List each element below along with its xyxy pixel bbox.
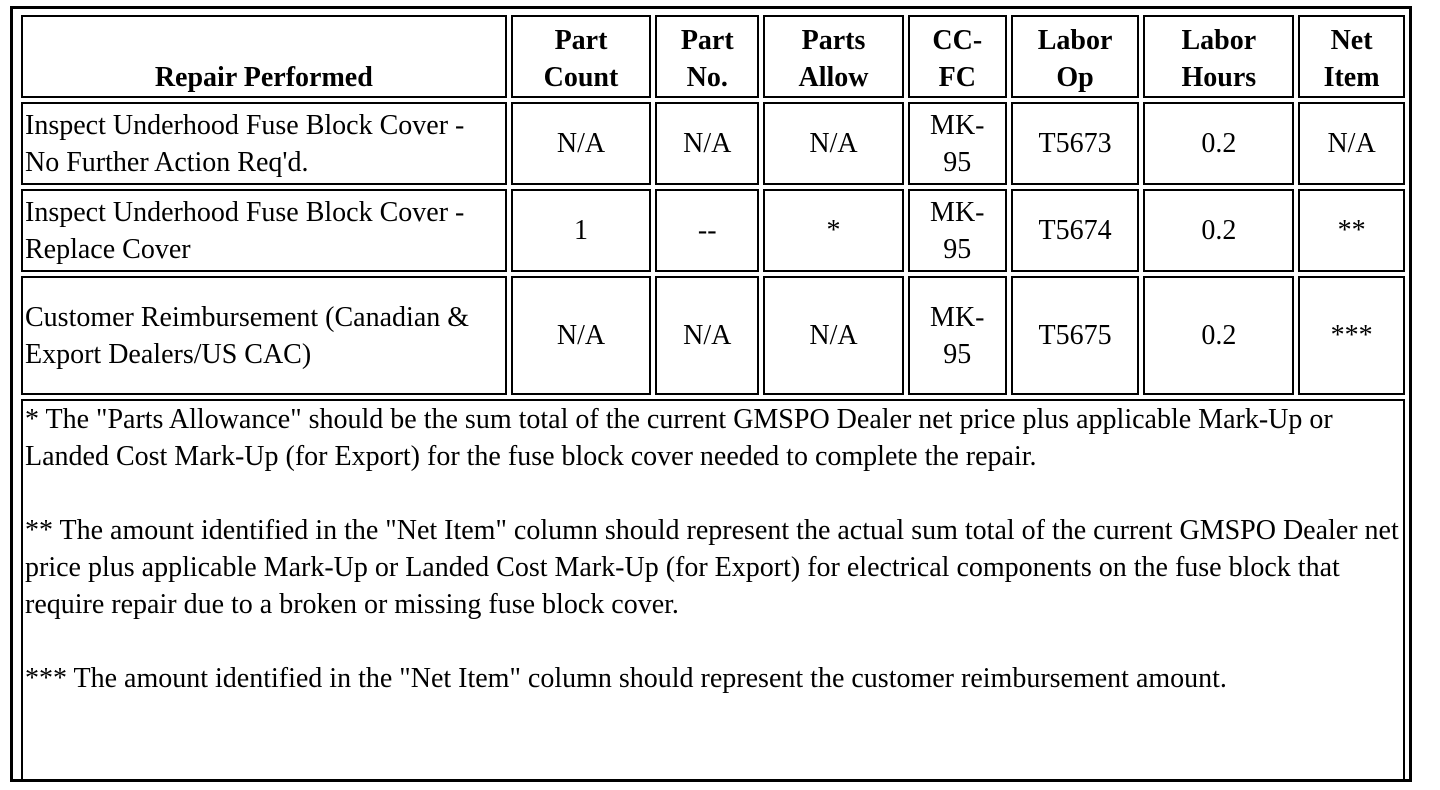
cc-fc-cell: MK- 95 xyxy=(908,189,1007,272)
repair-performed-cell: Customer Reimbursement (Canadian & Export Dealers/US CAC) xyxy=(21,276,507,395)
labor-op-cell: T5674 xyxy=(1011,189,1140,272)
header-labor-op: Labor Op xyxy=(1011,15,1140,98)
cc-fc-cell: MK- 95 xyxy=(908,276,1007,395)
parts-allow-cell: * xyxy=(763,189,904,272)
header-repair-performed: Repair Performed xyxy=(21,15,507,98)
part-count-cell: N/A xyxy=(511,276,652,395)
net-item-cell: *** xyxy=(1298,276,1405,395)
repair-performed-cell: Inspect Underhood Fuse Block Cover - Replace Cover xyxy=(21,189,507,272)
table-header-row xyxy=(21,15,1405,98)
parts-allow-cell: N/A xyxy=(763,102,904,185)
header-net-item: Net Item xyxy=(1298,15,1405,98)
table-row xyxy=(21,276,1405,395)
labor-hours-cell: 0.2 xyxy=(1143,189,1294,272)
labor-op-cell: T5673 xyxy=(1011,102,1140,185)
net-item-cell: ** xyxy=(1298,189,1405,272)
part-no-cell: -- xyxy=(655,189,759,272)
part-count-cell: N/A xyxy=(511,102,652,185)
repair-performed-cell: Inspect Underhood Fuse Block Cover - No Further Action Req'd. xyxy=(21,102,507,185)
notes-row xyxy=(21,399,1405,782)
footnotes-cell xyxy=(21,399,1405,782)
footnote-parts-allowance: * The "Parts Allowance" should be the sum total of the current GMSPO Dealer net price plus applicable Mark-Up or Landed Cost Mark-Up (for Export) for the fuse block cover needed to complete the repair. xyxy=(25,404,1333,472)
header-part-no: Part No. xyxy=(655,15,759,98)
parts-allow-cell: N/A xyxy=(763,276,904,395)
labor-hours-cell: 0.2 xyxy=(1143,102,1294,185)
footnote-net-item-electrical: ** The amount identified in the "Net Item" column should represent the actual sum total of the current GMSPO Dealer net price plus applicable Mark-Up or Landed Cost Mark-Up (for Export) for electrical components on the fuse block that require repair due to a broken or missing fuse block cover. xyxy=(25,515,1399,620)
net-item-cell: N/A xyxy=(1298,102,1405,185)
header-labor-hours: Labor Hours xyxy=(1143,15,1294,98)
table-row xyxy=(21,189,1405,272)
labor-op-cell: T5675 xyxy=(1011,276,1140,395)
header-parts-allow: Parts Allow xyxy=(763,15,904,98)
part-no-cell: N/A xyxy=(655,102,759,185)
header-part-count: Part Count xyxy=(511,15,652,98)
cc-fc-cell: MK- 95 xyxy=(908,102,1007,185)
part-count-cell: 1 xyxy=(511,189,652,272)
part-no-cell: N/A xyxy=(655,276,759,395)
table-row xyxy=(21,102,1405,185)
labor-hours-cell: 0.2 xyxy=(1143,276,1294,395)
footnote-net-item-reimbursement: *** The amount identified in the "Net Item" column should represent the customer reimbursement amount. xyxy=(25,663,1227,694)
header-cc-fc: CC- FC xyxy=(908,15,1007,98)
labor-operations-table-frame xyxy=(10,6,1412,782)
labor-operations-table xyxy=(17,11,1409,786)
